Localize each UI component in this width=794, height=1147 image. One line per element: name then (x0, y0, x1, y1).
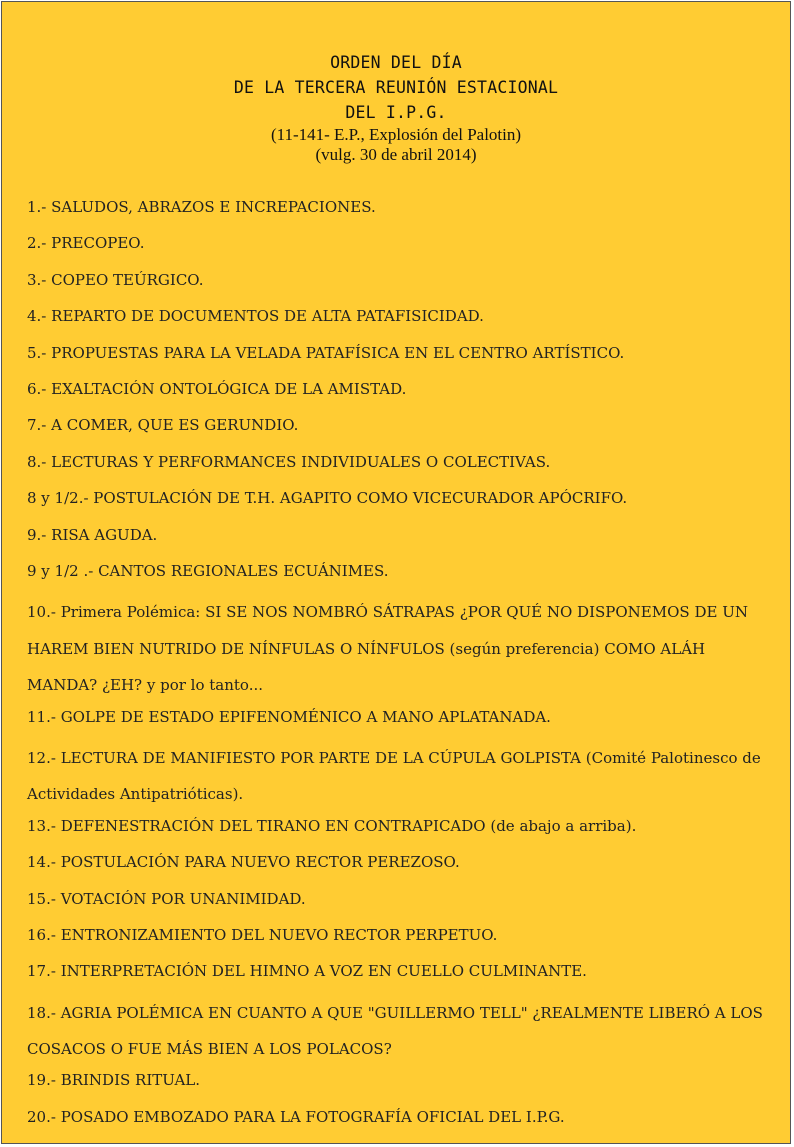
agenda-item-16: 16.- ENTRONIZAMIENTO DEL NUEVO RECTOR PERPETUO. (27, 925, 498, 944)
date-line-2: (vulg. 30 de abril 2014) (315, 145, 477, 164)
agenda-item-19: 19.- BRINDIS RITUAL. (27, 1071, 201, 1090)
agenda-item-8: 8.- LECTURAS Y PERFORMANCES INDIVIDUALES O COLECTIVAS. (27, 452, 551, 471)
agenda-item-14: 14.- POSTULACIÓN PARA NUEVO RECTOR PEREZOSO. (27, 853, 460, 872)
agenda-item-11: 11.- GOLPE DE ESTADO EPIFENOMÉNICO A MANO APLATANADA. (27, 707, 551, 726)
agenda-item-20: 20.- POSADO EMBOZADO PARA LA FOTOGRAFÍA OFICIAL DEL I.P.G. (27, 1107, 565, 1126)
agenda-item-18: 18.- AGRIA POLÉMICA EN CUANTO A QUE "GUILLERMO TELL" ¿REALMENTE LIBERÓ A LOS COSACOS O FUE MÁS BIEN A LOS POLACOS? (27, 1003, 763, 1059)
agenda-item-2: 2.- PRECOPEO. (27, 234, 145, 253)
agenda-item-9: 9.- RISA AGUDA. (27, 525, 158, 544)
agenda-item-13: 13.- DEFENESTRACIÓN DEL TIRANO EN CONTRAPICADO (de abajo a arriba). (27, 816, 637, 835)
agenda-item-1: 1.- SALUDOS, ABRAZOS E INCREPACIONES. (27, 198, 376, 216)
agenda-header (2, 50, 790, 165)
agenda-item-10: 10.- Primera Polémica: SI SE NOS NOMBRÓ SÁTRAPAS ¿POR QUÉ NO DISPONEMOS DE UN HAREM BIEN NUTRIDO DE NÍNFULAS O NÍNFULOS (según preferencia) COMO ALÁH MANDA? ¿EH? y por lo tanto... (27, 603, 748, 695)
agenda-list (27, 194, 767, 1140)
title-line-3: DEL I.P.G. (345, 103, 447, 122)
agenda-item-5: 5.- PROPUESTAS PARA LA VELADA PATAFÍSICA EN EL CENTRO ARTÍSTICO. (27, 343, 625, 362)
agenda-item-12: 12.- LECTURA DE MANIFIESTO POR PARTE DE LA CÚPULA GOLPISTA (Comité Palotinesco de Actividades Antipatrióticas). (27, 748, 761, 804)
agenda-item-4: 4.- REPARTO DE DOCUMENTOS DE ALTA PATAFISICIDAD. (27, 307, 484, 326)
title-line-2: DE LA TERCERA REUNIÓN ESTACIONAL (233, 78, 559, 97)
title-line-1: ORDEN DEL DÍA (330, 53, 462, 72)
agenda-item-9-half: 9 y 1/2 .- CANTOS REGIONALES ECUÁNIMES. (27, 561, 389, 580)
agenda-item-6: 6.- EXALTACIÓN ONTOLÓGICA DE LA AMISTAD. (27, 379, 407, 398)
date-line-1: (11-141- E.P., Explosión del Palotin) (270, 125, 522, 144)
agenda-panel (1, 1, 791, 1144)
agenda-item-3: 3.- COPEO TEÚRGICO. (27, 270, 204, 289)
agenda-item-8-half: 8 y 1/2.- POSTULACIÓN DE T.H. AGAPITO COMO VICECURADOR APÓCRIFO. (27, 489, 628, 508)
agenda-item-7: 7.- A COMER, QUE ES GERUNDIO. (27, 416, 299, 435)
agenda-item-15: 15.- VOTACIÓN POR UNANIMIDAD. (27, 889, 306, 908)
agenda-item-17: 17.- INTERPRETACIÓN DEL HIMNO A VOZ EN CUELLO CULMINANTE. (27, 962, 587, 981)
